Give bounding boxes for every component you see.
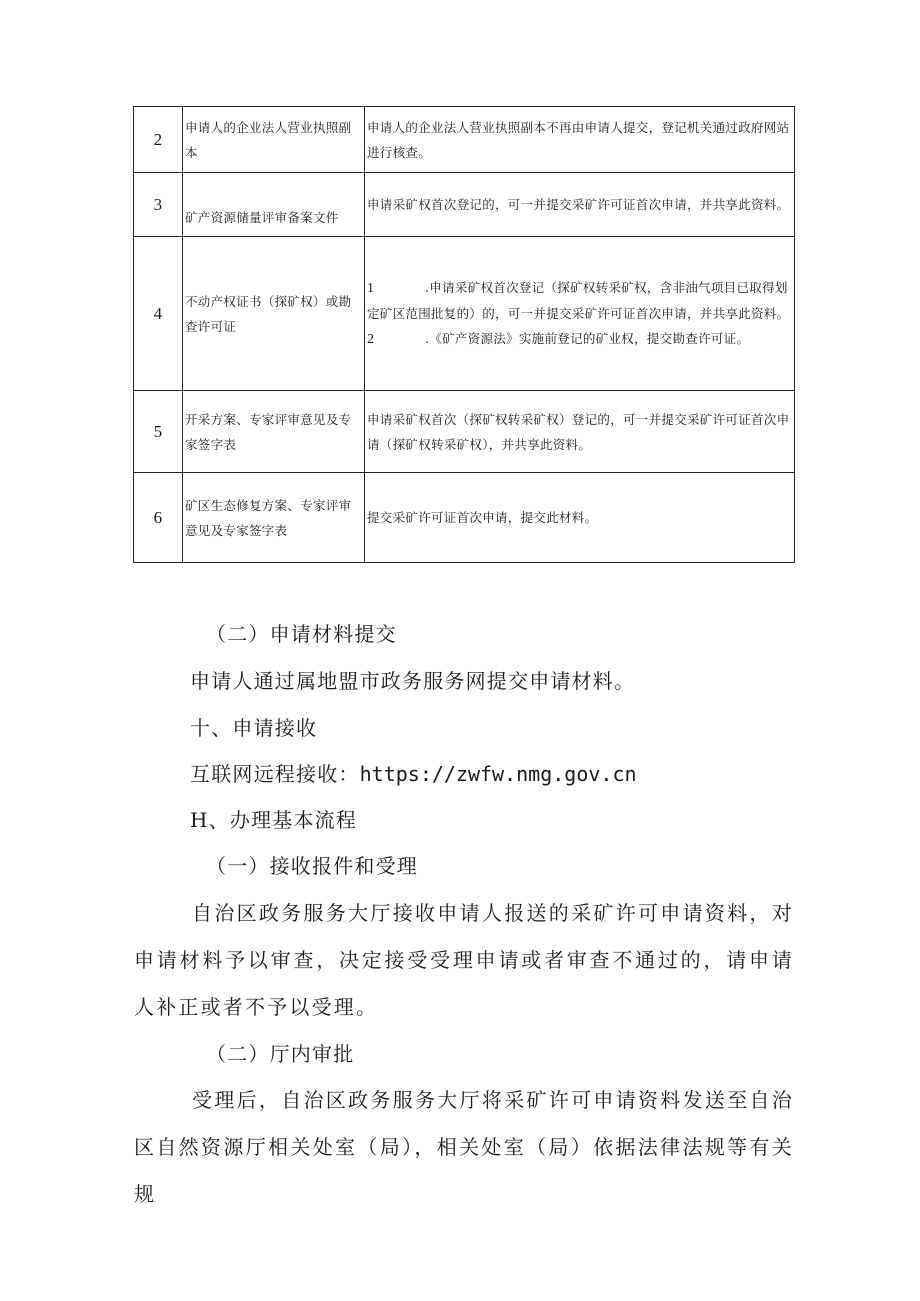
submission-text: 申请人通过属地盟市政务服务网提交申请材料。 — [190, 669, 636, 693]
table-row — [134, 473, 795, 563]
sub-one-paragraph: 自治区政务服务大厅接收申请人报送的采矿许可申请资料，对申请材料予以审查，决定接受受理申请或者审查不通过的，请申请人补正或者不予以受理。 — [134, 901, 794, 1019]
materials-table — [133, 106, 795, 563]
table-row — [134, 391, 795, 473]
material-name: 开采方案、专家评审意见及专家签字表 — [183, 391, 365, 473]
description-item — [367, 275, 792, 326]
item-number: 1 — [367, 281, 375, 296]
table-row — [134, 107, 795, 173]
online-url: https://zwfw.nmg.gov.cn — [359, 762, 637, 786]
sub-one-heading: （一）接收报件和受理 — [206, 854, 418, 878]
online-label: 互联网远程接收： — [190, 762, 360, 786]
sub-two-heading: （二）厅内审批 — [206, 1042, 355, 1066]
material-name: 矿产资源储量评审备案文件 — [183, 173, 365, 237]
material-description — [365, 237, 795, 391]
row-number: 3 — [134, 173, 183, 237]
row-number: 4 — [134, 237, 183, 391]
material-name: 申请人的企业法人营业执照副本 — [183, 107, 365, 173]
item-text: .《矿产资源法》实施前登记的矿业权，提交勘查许可证。 — [425, 331, 750, 346]
material-description: 申请人的企业法人营业执照副本不再由申请人提交，登记机关通过政府网站进行核查。 — [365, 107, 795, 173]
material-name: 不动产权证书（探矿权）或勘查许可证 — [183, 237, 365, 391]
online-receipt — [190, 762, 637, 786]
material-description: 申请采矿权首次登记的，可一并提交采矿许可证首次申请，并共享此资料。 — [365, 173, 795, 237]
material-description: 申请采矿权首次（探矿权转采矿权）登记的，可一并提交采矿许可证首次申请（探矿权转采矿权），并共享此资料。 — [365, 391, 795, 473]
table-row — [134, 237, 795, 391]
sub-two-paragraph: 受理后，自治区政务服务大厅将采矿许可申请资料发送至自治区自然资源厅相关处室（局），相关处室（局）依据法律法规等有关规 — [134, 1088, 794, 1206]
material-name: 矿区生态修复方案、专家评审意见及专家签字表 — [183, 473, 365, 563]
table-row — [134, 173, 795, 237]
row-number: 2 — [134, 107, 183, 173]
process-heading: H、办理基本流程 — [190, 808, 358, 832]
description-item — [367, 326, 792, 352]
row-number: 6 — [134, 473, 183, 563]
item-text: .申请采矿权首次登记（探矿权转采矿权，含非油气项目已取得划定矿区范围批复的）的，可一并提交采矿许可证首次申请，并共享此资料。 — [367, 280, 790, 321]
row-number: 5 — [134, 391, 183, 473]
material-description: 提交采矿许可证首次申请，提交此材料。 — [365, 473, 795, 563]
section-ten-heading: 十、申请接收 — [190, 716, 318, 740]
item-number: 2 — [367, 332, 375, 347]
submission-heading: （二）申请材料提交 — [206, 622, 397, 646]
